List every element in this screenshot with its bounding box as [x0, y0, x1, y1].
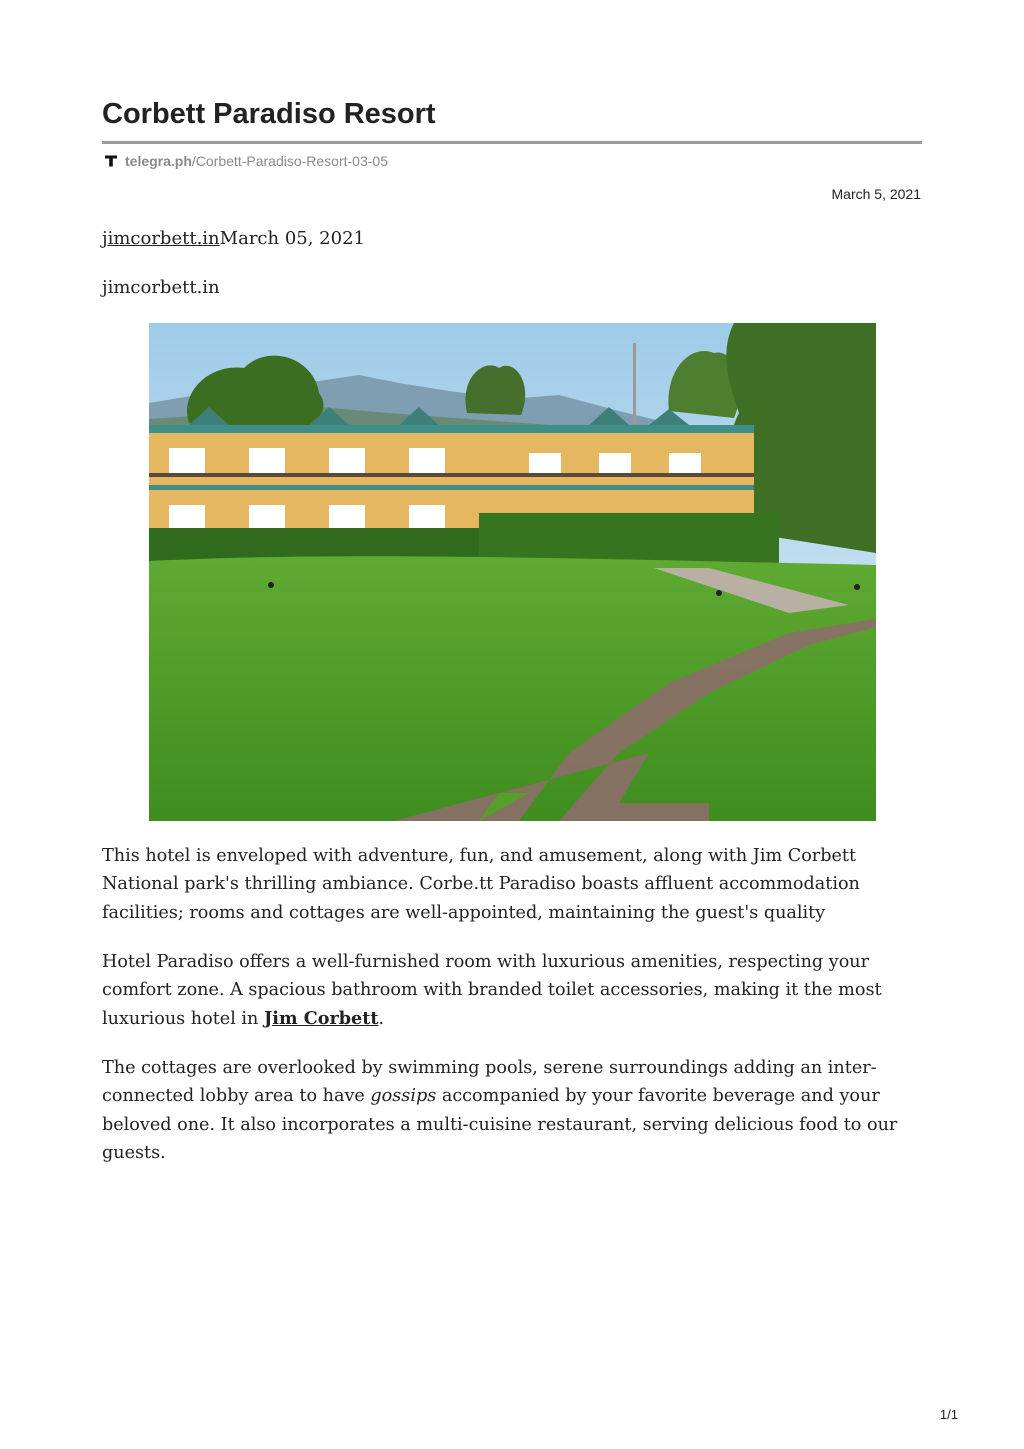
source-domain: telegra.ph: [125, 153, 192, 169]
page-title: Corbett Paradiso Resort: [102, 98, 436, 130]
article-body: [102, 842, 924, 1188]
print-date: March 5, 2021: [831, 186, 921, 202]
paragraph-2-text: Hotel Paradiso offers a well-furnished room with luxurious amenities, respecting your comfort zone. A spacious bathroom with branded toilet accessories, making it the most luxurious hotel in: [102, 952, 882, 1029]
jim-corbett-link[interactable]: Jim Corbett: [263, 1007, 379, 1029]
paragraph-3-text: The cottages are overlooked by swimming pools, serene surroundings adding an inter-connected lobby area to have: [102, 1058, 877, 1107]
byline: [102, 226, 365, 252]
hero-image: [149, 323, 876, 821]
paragraph-3: [102, 1054, 924, 1168]
paragraph-3-end: accompanied by your favorite beverage and your beloved one. It also incorporates a multi-cuisine restaurant, serving delicious food to our guests.: [102, 1086, 898, 1164]
source-path: /Corbett-Paradiso-Resort-03-05: [191, 153, 388, 169]
author-name: jimcorbett.in: [102, 277, 220, 298]
source-url[interactable]: [104, 152, 388, 170]
page-number: 1/1: [939, 1407, 958, 1422]
paragraph-2-end: .: [378, 1008, 385, 1029]
paragraph-3-italic: gossips: [370, 1086, 437, 1107]
author-link[interactable]: jimcorbett.in: [102, 228, 220, 249]
paragraph-2: [102, 948, 924, 1033]
publish-date: March 05, 2021: [219, 228, 365, 249]
title-divider: [102, 141, 922, 144]
telegraph-t-icon: [104, 154, 118, 168]
paragraph-1: This hotel is enveloped with adventure, fun, and amusement, along with Jim Corbett National park's thrilling ambiance. Corbe.tt Paradiso boasts affluent accommodation facilities; rooms and cottages are well-appointed, maintaining the guest's quality: [102, 846, 860, 923]
